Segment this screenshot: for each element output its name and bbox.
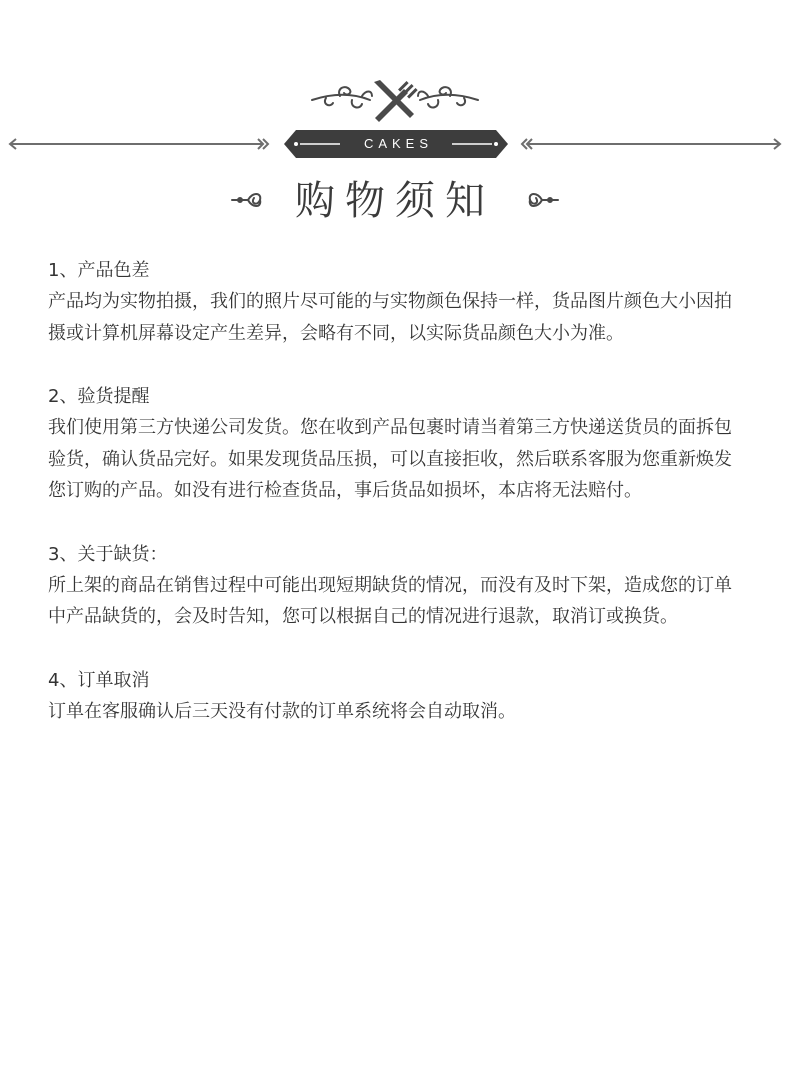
page-title: 购物须知 — [295, 178, 495, 224]
section-body: 产品均为实物拍摄，我们的照片尽可能的与实物颜色保持一样，货品图片颜色大小因拍摄或计算机屏幕设定产生差异，会略有不同，以实际货品颜色大小为准。 — [48, 291, 732, 344]
notice-content — [48, 255, 748, 759]
section-out-of-stock — [48, 539, 748, 633]
section-body: 我们使用第三方快递公司发货。您在收到产品包裹时请当着第三方快递送货员的面拆包验货，确认货品完好。如果发现货品压损，可以直接拒收，然后联系客服为您重新焕发您订购的产品。如没有进行检查货品，事后货品如损坏，本店将无法赔付。 — [48, 417, 732, 501]
section-heading: 2、验货提醒 — [48, 386, 150, 407]
section-heading: 1、产品色差 — [48, 260, 150, 281]
badge-label: CAKES — [363, 136, 434, 151]
header-banner — [0, 0, 790, 230]
section-color-difference — [48, 255, 748, 349]
right-rule — [522, 139, 780, 149]
left-rule — [10, 139, 268, 149]
section-inspection-reminder — [48, 381, 748, 507]
section-heading: 3、关于缺货： — [48, 543, 168, 565]
crossed-knife-fork-icon — [374, 80, 418, 122]
scroll-ornament-left-icon — [312, 87, 372, 107]
section-heading: 4、订单取消 — [48, 669, 150, 691]
section-order-cancellation — [48, 665, 748, 728]
section-body: 订单在客服确认后三天没有付款的订单系统将会自动取消。 — [48, 700, 516, 722]
scroll-ornament-right-icon — [418, 87, 478, 107]
section-body: 所上架的商品在销售过程中可能出现短期缺货的情况，而没有及时下架，造成您的订单中产品缺货的，会及时告知，您可以根据自己的情况进行退款，取消订或换货。 — [48, 574, 732, 627]
